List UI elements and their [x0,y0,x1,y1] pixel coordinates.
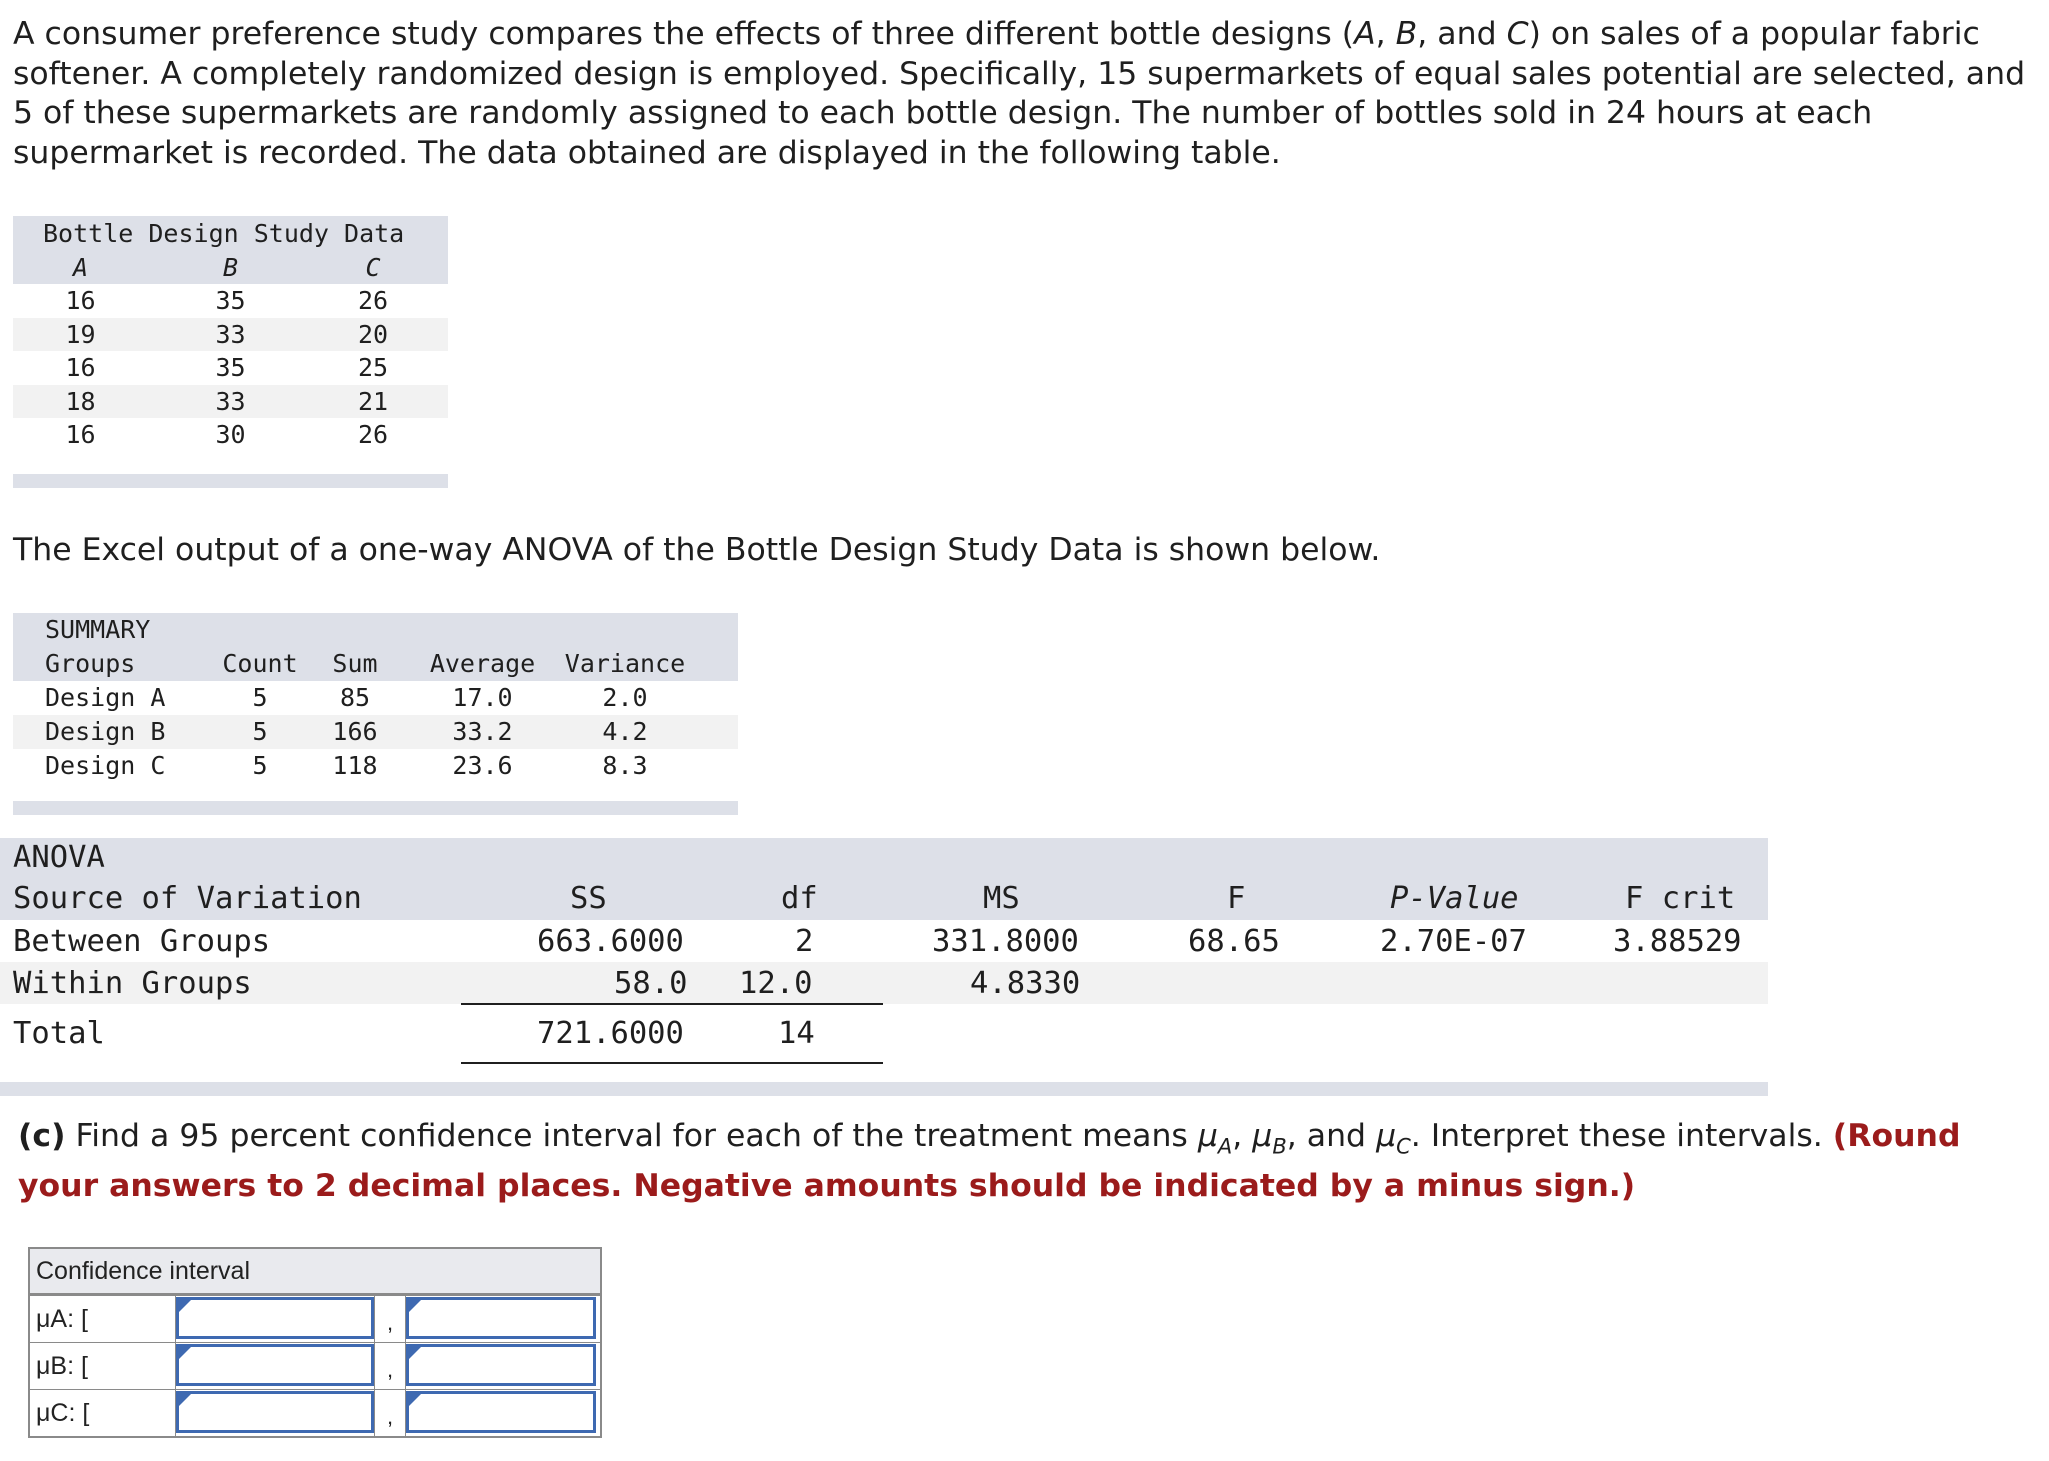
part-c-sep: , [1232,1118,1253,1154]
table-cell: 33 [215,319,246,349]
data-table-title: Bottle Design Study Data [43,219,405,248]
intro-comma: , [1375,16,1396,52]
table-cell: 118 [332,751,378,780]
within-df: 12.0 [739,966,813,1001]
table-cell: 35 [215,286,246,315]
part-c-text-1: Find a 95 percent confidence interval for each of the treatment means [65,1118,1198,1154]
table-cell: 26 [357,420,389,449]
table-cell: Design B [45,717,166,746]
anova-bottom-bar [0,1082,1768,1096]
summary-title: SUMMARY [45,615,151,644]
ci-c-lower-field[interactable] [179,1394,371,1430]
header-count: Count [222,649,298,678]
ci-b-lower-field[interactable] [179,1347,371,1383]
confidence-interval-grid [28,1247,602,1438]
anova-table [0,838,1768,1098]
ci-c-upper-field[interactable] [409,1394,593,1430]
ci-label-a: μA: [ [30,1296,176,1342]
between-f-crit: 3.88529 [1613,924,1742,959]
part-c-text-2: . Interpret these intervals. [1410,1118,1833,1154]
within-ss: 58.0 [614,966,688,1001]
bottle-design-data-table [13,216,448,488]
header-f: F [1227,881,1246,916]
ci-c-upper-input[interactable] [406,1391,596,1433]
between-ms: 331.8000 [932,924,1079,959]
table-cell: 23.6 [452,751,513,780]
design-a-label: A [1354,16,1376,52]
header-p-value: P-Value [1390,881,1519,916]
summary-header-row [13,647,738,681]
table-row [13,351,448,385]
header-sum: Sum [332,649,378,678]
table-cell: 17.0 [452,683,513,712]
table-cell: 8.3 [602,751,648,780]
table-cell: 33.2 [452,717,513,746]
part-c-and: , and [1286,1118,1377,1154]
table-cell: Design C [45,751,166,780]
table-row [13,749,738,783]
column-header-c: C [365,253,381,282]
table-bottom-bar [13,474,448,488]
mu-c: $\mu_C$ [1376,1118,1411,1159]
table-cell: 5 [252,751,268,780]
table-cell: 85 [339,683,371,712]
ci-label-b: μB: [ [30,1343,176,1389]
table-cell: 26 [357,286,389,315]
data-table-title-row [13,216,448,252]
table-cell: 5 [252,683,268,712]
total-ss: 721.6000 [537,1016,684,1051]
ci-a-upper-field[interactable] [409,1300,593,1336]
row-total-label: Total [13,1016,105,1051]
table-row [13,418,448,452]
mu-a: $\mu_A$ [1197,1118,1233,1159]
table-cell: 4.2 [602,717,648,746]
table-row [13,284,448,318]
between-df: 2 [795,924,814,959]
ci-b-upper-input[interactable] [406,1344,596,1386]
header-source: Source of Variation [13,881,362,916]
table-cell: 5 [252,717,268,746]
ci-row-c [30,1389,600,1436]
table-cell: 16 [65,420,96,449]
ci-b-upper-field[interactable] [409,1347,593,1383]
total-rule-bottom [461,1062,883,1064]
between-f: 68.65 [1188,924,1280,959]
table-cell: 25 [357,353,389,382]
column-header-a: A [72,253,89,282]
anova-intro-text: The Excel output of a one-way ANOVA of the Bottle Design Study Data is shown below. [13,532,1381,568]
header-groups: Groups [45,649,136,678]
table-cell: 2.0 [602,683,648,712]
between-p-value: 2.70E-07 [1380,924,1527,959]
header-ms: MS [983,881,1020,916]
ci-header: Confidence interval [30,1249,600,1295]
ci-c-lower-input[interactable] [176,1391,374,1433]
ci-label-c: μC: [ [30,1390,176,1436]
ci-separator: , [374,1296,406,1342]
ci-a-lower-input[interactable] [176,1297,374,1339]
ci-row-a [30,1295,600,1342]
table-row [13,385,448,419]
table-cell: Design A [45,683,166,712]
ci-separator: , [374,1343,406,1389]
design-c-label: C [1506,16,1529,52]
table-cell: 16 [65,353,96,382]
ci-separator: , [374,1390,406,1436]
intro-text-2: ) on sales of a popular fabric softener. A completely randomized design is employed. Specifically, 15 supermarkets of equal sales potential are selected, and 5 of these supermarkets are randomly assigned to each bottle design. The number of bottles sold in 24 hours at each supermarket is recorded. The data obtained are displayed in the following table. [13,16,2026,171]
anova-title: ANOVA [13,840,105,875]
row-between-label: Between Groups [13,924,271,959]
table-row [13,715,738,749]
question-part-c [18,1117,2048,1206]
table-row [13,318,448,352]
table-row [13,681,738,715]
between-ss: 663.6000 [537,924,684,959]
within-ms: 4.8330 [970,966,1081,1001]
data-table-header-row [13,252,448,284]
intro-text-1: A consumer preference study compares the effects of three different bottle designs ( [13,16,1355,52]
header-ss: SS [570,881,607,916]
table-cell: 35 [215,353,246,382]
table-cell: 33 [215,386,246,416]
intro-and: , and [1417,16,1507,52]
table-cell: 30 [215,420,246,449]
design-b-label: B [1395,16,1418,52]
table-cell: 18 [65,386,96,416]
part-c-label: (c) [18,1118,66,1154]
total-rule-top [461,1003,883,1005]
anova-alt-band [0,962,1768,1004]
header-df: df [781,881,818,916]
header-average: Average [429,649,536,678]
ci-a-lower-field[interactable] [179,1300,371,1336]
ci-row-b [30,1342,600,1389]
header-variance: Variance [564,649,686,678]
intro-paragraph [13,15,2043,173]
table-cell: 16 [65,286,96,315]
summary-table [13,613,738,815]
table-bottom-bar [13,801,738,815]
total-df: 14 [778,1016,815,1051]
rounding-instruction: (Round your answers to 2 decimal places. Negative amounts should be indicated by a minus sign.) [18,1118,1961,1204]
table-cell: 166 [332,717,378,746]
table-cell: 19 [65,319,96,349]
table-cell: 21 [357,386,389,416]
ci-b-lower-input[interactable] [176,1344,374,1386]
ci-a-upper-input[interactable] [406,1297,596,1339]
row-within-label: Within Groups [13,966,252,1001]
mu-b: $\mu_B$ [1252,1118,1287,1159]
table-cell: 20 [357,319,389,349]
header-f-crit: F crit [1625,881,1736,916]
summary-header [13,613,738,681]
column-header-b: B [222,253,239,282]
